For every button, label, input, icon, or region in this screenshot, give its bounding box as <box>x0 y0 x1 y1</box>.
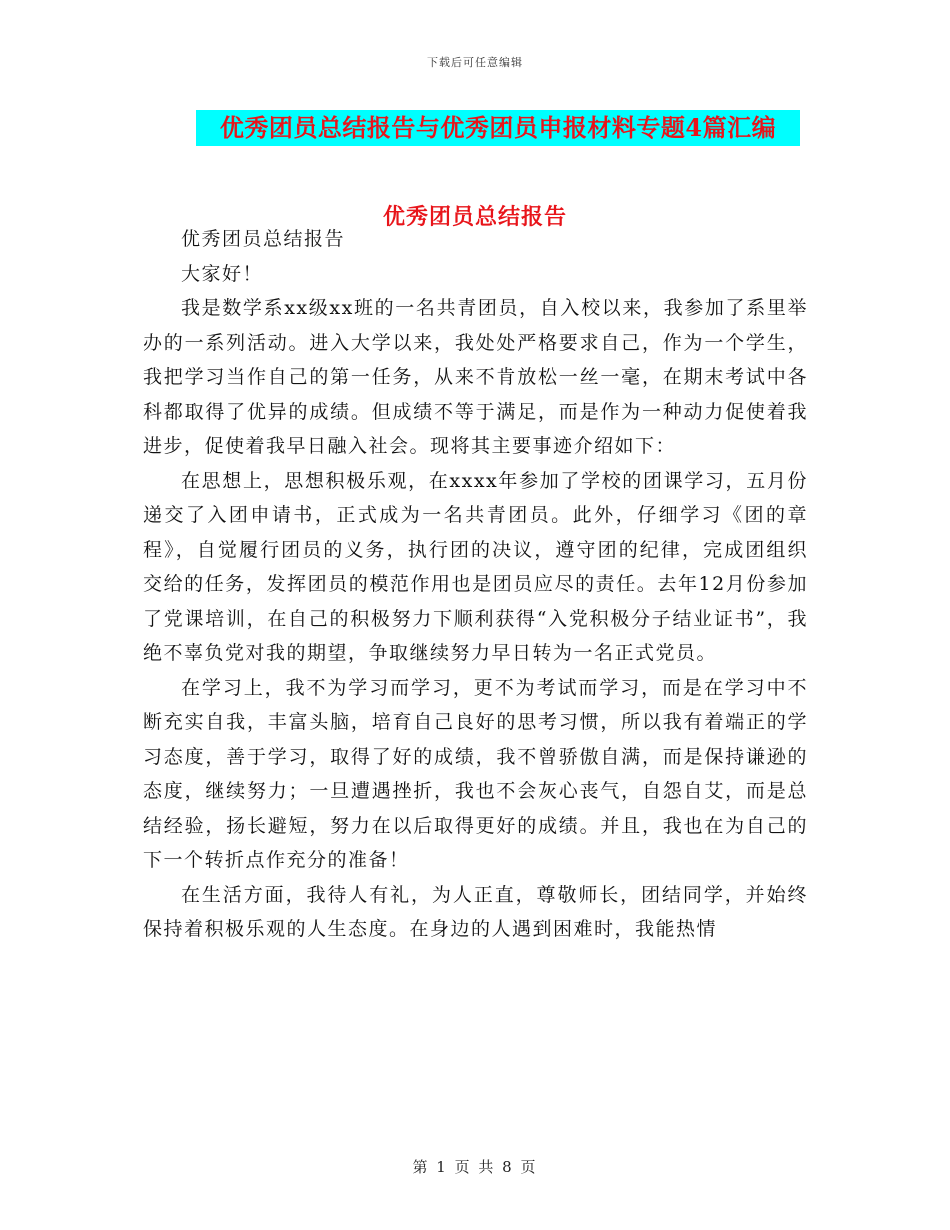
paragraph-study: 在学习上，我不为学习而学习，更不为考试而学习，而是在学习中不断充实自我，丰富头脑，培育自己良好的思考习惯，所以我有着端正的学习态度，善于学习，取得了好的成绩，我不曾骄傲自满，而是保持谦逊的态度，继续努力；一旦遭遇挫折，我也不会灰心丧气，自怨自艾，而是总结经验，扬长避短，努力在以后取得更好的成绩。并且，我也在为自己的下一个转折点作充分的准备！ <box>143 676 808 871</box>
page-header-note: 下载后可任意编辑 <box>427 56 523 69</box>
section-title: 优秀团员总结报告 <box>382 204 567 230</box>
paragraph-greeting: 大家好！ <box>181 262 264 285</box>
paragraph-heading: 优秀团员总结报告 <box>181 228 346 250</box>
paragraph-life: 在生活方面，我待人有礼，为人正直，尊敬师长，团结同学，并始终保持着积极乐观的人生态度。在身边的人遇到困难时，我能热情 <box>143 883 808 940</box>
document-body <box>143 222 808 947</box>
document-title: 优秀团员总结报告与优秀团员申报材料专题4篇汇编 <box>196 110 800 146</box>
paragraph-ideology: 在思想上，思想积极乐观，在xxxx年参加了学校的团课学习，五月份递交了入团申请书，正式成为一名共青团员。此外，仔细学习《团的章程》，自觉履行团员的义务，执行团的决议，遵守团的纪律，完成团组织交给的任务，发挥团员的模范作用也是团员应尽的责任。去年12月份参加了党课培训，在自己的积极努力下顺利获得“入党积极分子结业证书”，我绝不辜负党对我的期望，争取继续努力早日转为一名正式党员。 <box>143 469 808 664</box>
page-number: 第 1 页 共 8 页 <box>412 1158 538 1176</box>
paragraph-introduction: 我是数学系xx级xx班的一名共青团员，自入校以来，我参加了系里举办的一系列活动。进入大学以来，我处处严格要求自己，作为一个学生，我把学习当作自己的第一任务，从来不肯放松一丝一毫，在期末考试中各科都取得了优异的成绩。但成绩不等于满足，而是作为一种动力促使着我进步，促使着我早日融入社会。现将其主要事迹介绍如下： <box>143 297 808 457</box>
